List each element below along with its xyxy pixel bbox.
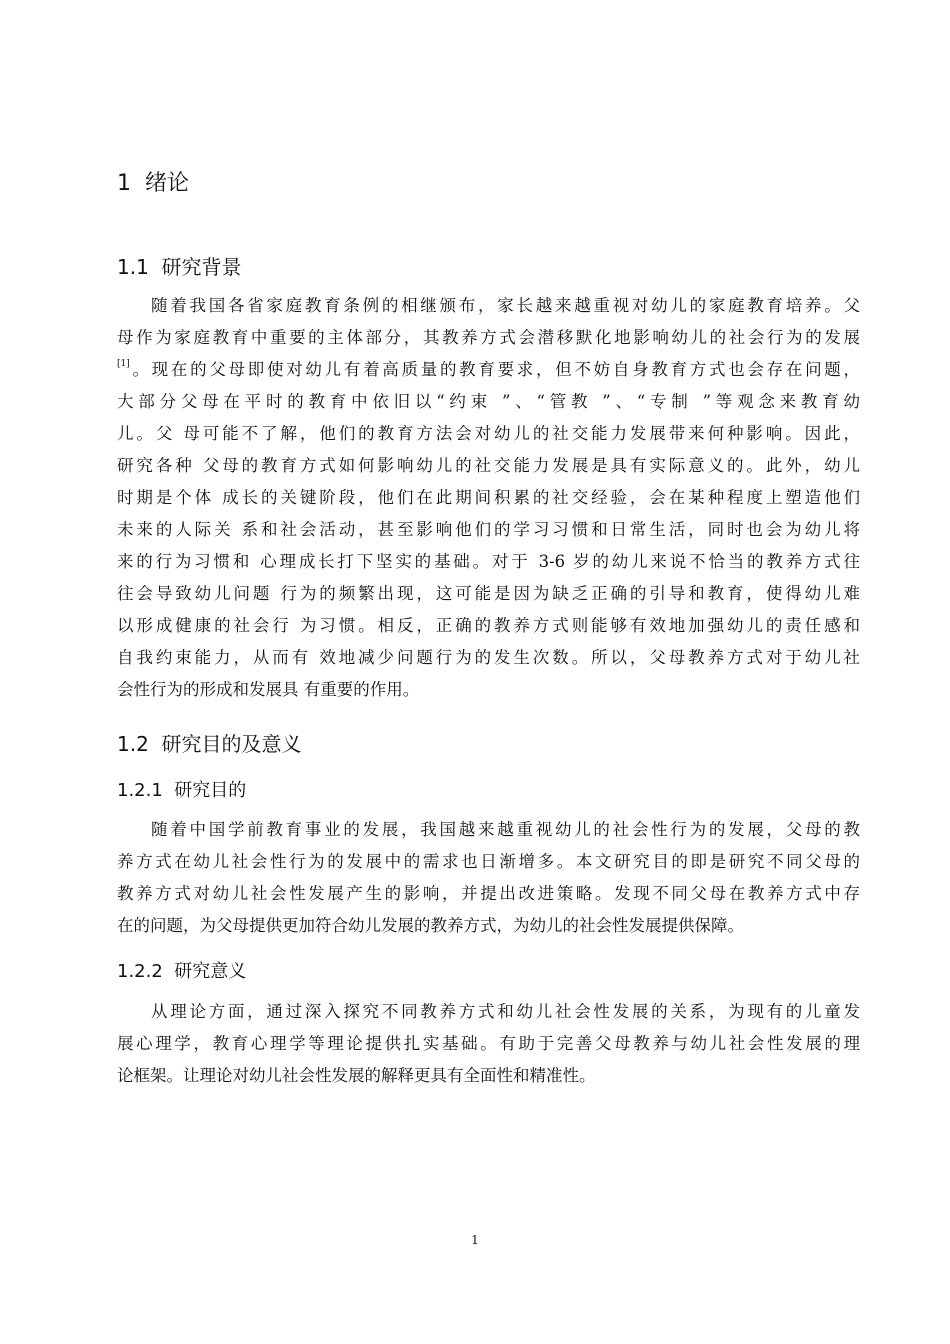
paragraph-line <box>117 360 860 380</box>
paragraph-line: 从理论方面，通过深入探究不同教养方式和幼儿社会性发展的关系，为现有的儿童发 <box>151 1002 860 1021</box>
paragraph-line: 未来的人际关 系和社会活动，甚至影响他们的学习习惯和日常生活，同时也会为幼儿将 <box>117 520 860 539</box>
paragraph-line: 研究各种 父母的教育方式如何影响幼儿的社交能力发展是具有实际意义的。此外，幼儿 <box>117 456 860 475</box>
paragraph-line: 随着我国各省家庭教育条例的相继颁布，家长越来越重视对幼儿的家庭教育培养。父 <box>151 296 860 315</box>
subsection-heading-significance: 1.2.2 研究意义 <box>117 961 247 982</box>
paragraph-line: 论框架。让理论对幼儿社会性发展的解释更具有全面性和精准性。 <box>117 1066 596 1085</box>
paragraph-line: 在的问题，为父母提供更加符合幼儿发展的教养方式，为幼儿的社会性发展提供保障。 <box>117 916 744 935</box>
paragraph-line: 时期是个体 成长的关键阶段，他们在此期间积累的社交经验，会在某种程度上塑造他们 <box>117 488 860 507</box>
section-heading-purpose-significance: 1.2 研究目的及意义 <box>117 732 302 756</box>
paragraph-line: 往会导致幼儿问题 行为的频繁出现，这可能是因为缺乏正确的引导和教育，使得幼儿难 <box>117 584 860 603</box>
chapter-heading: 1 绪论 <box>117 171 189 196</box>
paragraph-line: 自我约束能力，从而有 效地减少问题行为的发生次数。所以，父母教养方式对于幼儿社 <box>117 648 860 667</box>
paragraph-line: 会性行为的形成和发展具 有重要的作用。 <box>117 680 420 699</box>
paragraph-line: 大部分父母在平时的教育中依旧以“约束 ”、“管教 ”、“专制 ”等观念来教育幼 <box>117 392 860 411</box>
citation: [1] <box>117 359 130 369</box>
paragraph-line: 养方式在幼儿社会性行为的发展中的需求也日渐增多。本文研究目的即是研究不同父母的 <box>117 852 860 871</box>
paragraph-line: 教养方式对幼儿社会性发展产生的影响，并提出改进策略。发现不同父母在教养方式中存 <box>117 884 860 903</box>
paragraph-line: 展心理学，教育心理学等理论提供扎实基础。有助于完善父母教养与幼儿社会性发展的理 <box>117 1034 860 1053</box>
paragraph-text: 。现在的父母即使对幼儿有着高质量的教育要求，但不妨自身教育方式也会存在问题， <box>129 360 860 379</box>
paragraph-line: 以形成健康的社会行 为习惯。相反，正确的教养方式则能够有效地加强幼儿的责任感和 <box>117 616 860 635</box>
page-number: 1 <box>471 1233 479 1247</box>
paragraph-line: 母作为家庭教育中重要的主体部分，其教养方式会潜移默化地影响幼儿的社会行为的发展 <box>117 328 860 347</box>
paragraph-line: 随着中国学前教育事业的发展，我国越来越重视幼儿的社会性行为的发展，父母的教 <box>151 820 860 839</box>
paragraph-line: 来的行为习惯和 心理成长打下坚实的基础。对于 3-6 岁的幼儿来说不恰当的教养方式往 <box>117 552 860 571</box>
subsection-heading-purpose: 1.2.1 研究目的 <box>117 780 247 801</box>
section-heading-background: 1.1 研究背景 <box>117 255 242 279</box>
paragraph-line: 儿。父 母可能不了解，他们的教育方法会对幼儿的社交能力发展带来何种影响。因此， <box>117 424 860 443</box>
